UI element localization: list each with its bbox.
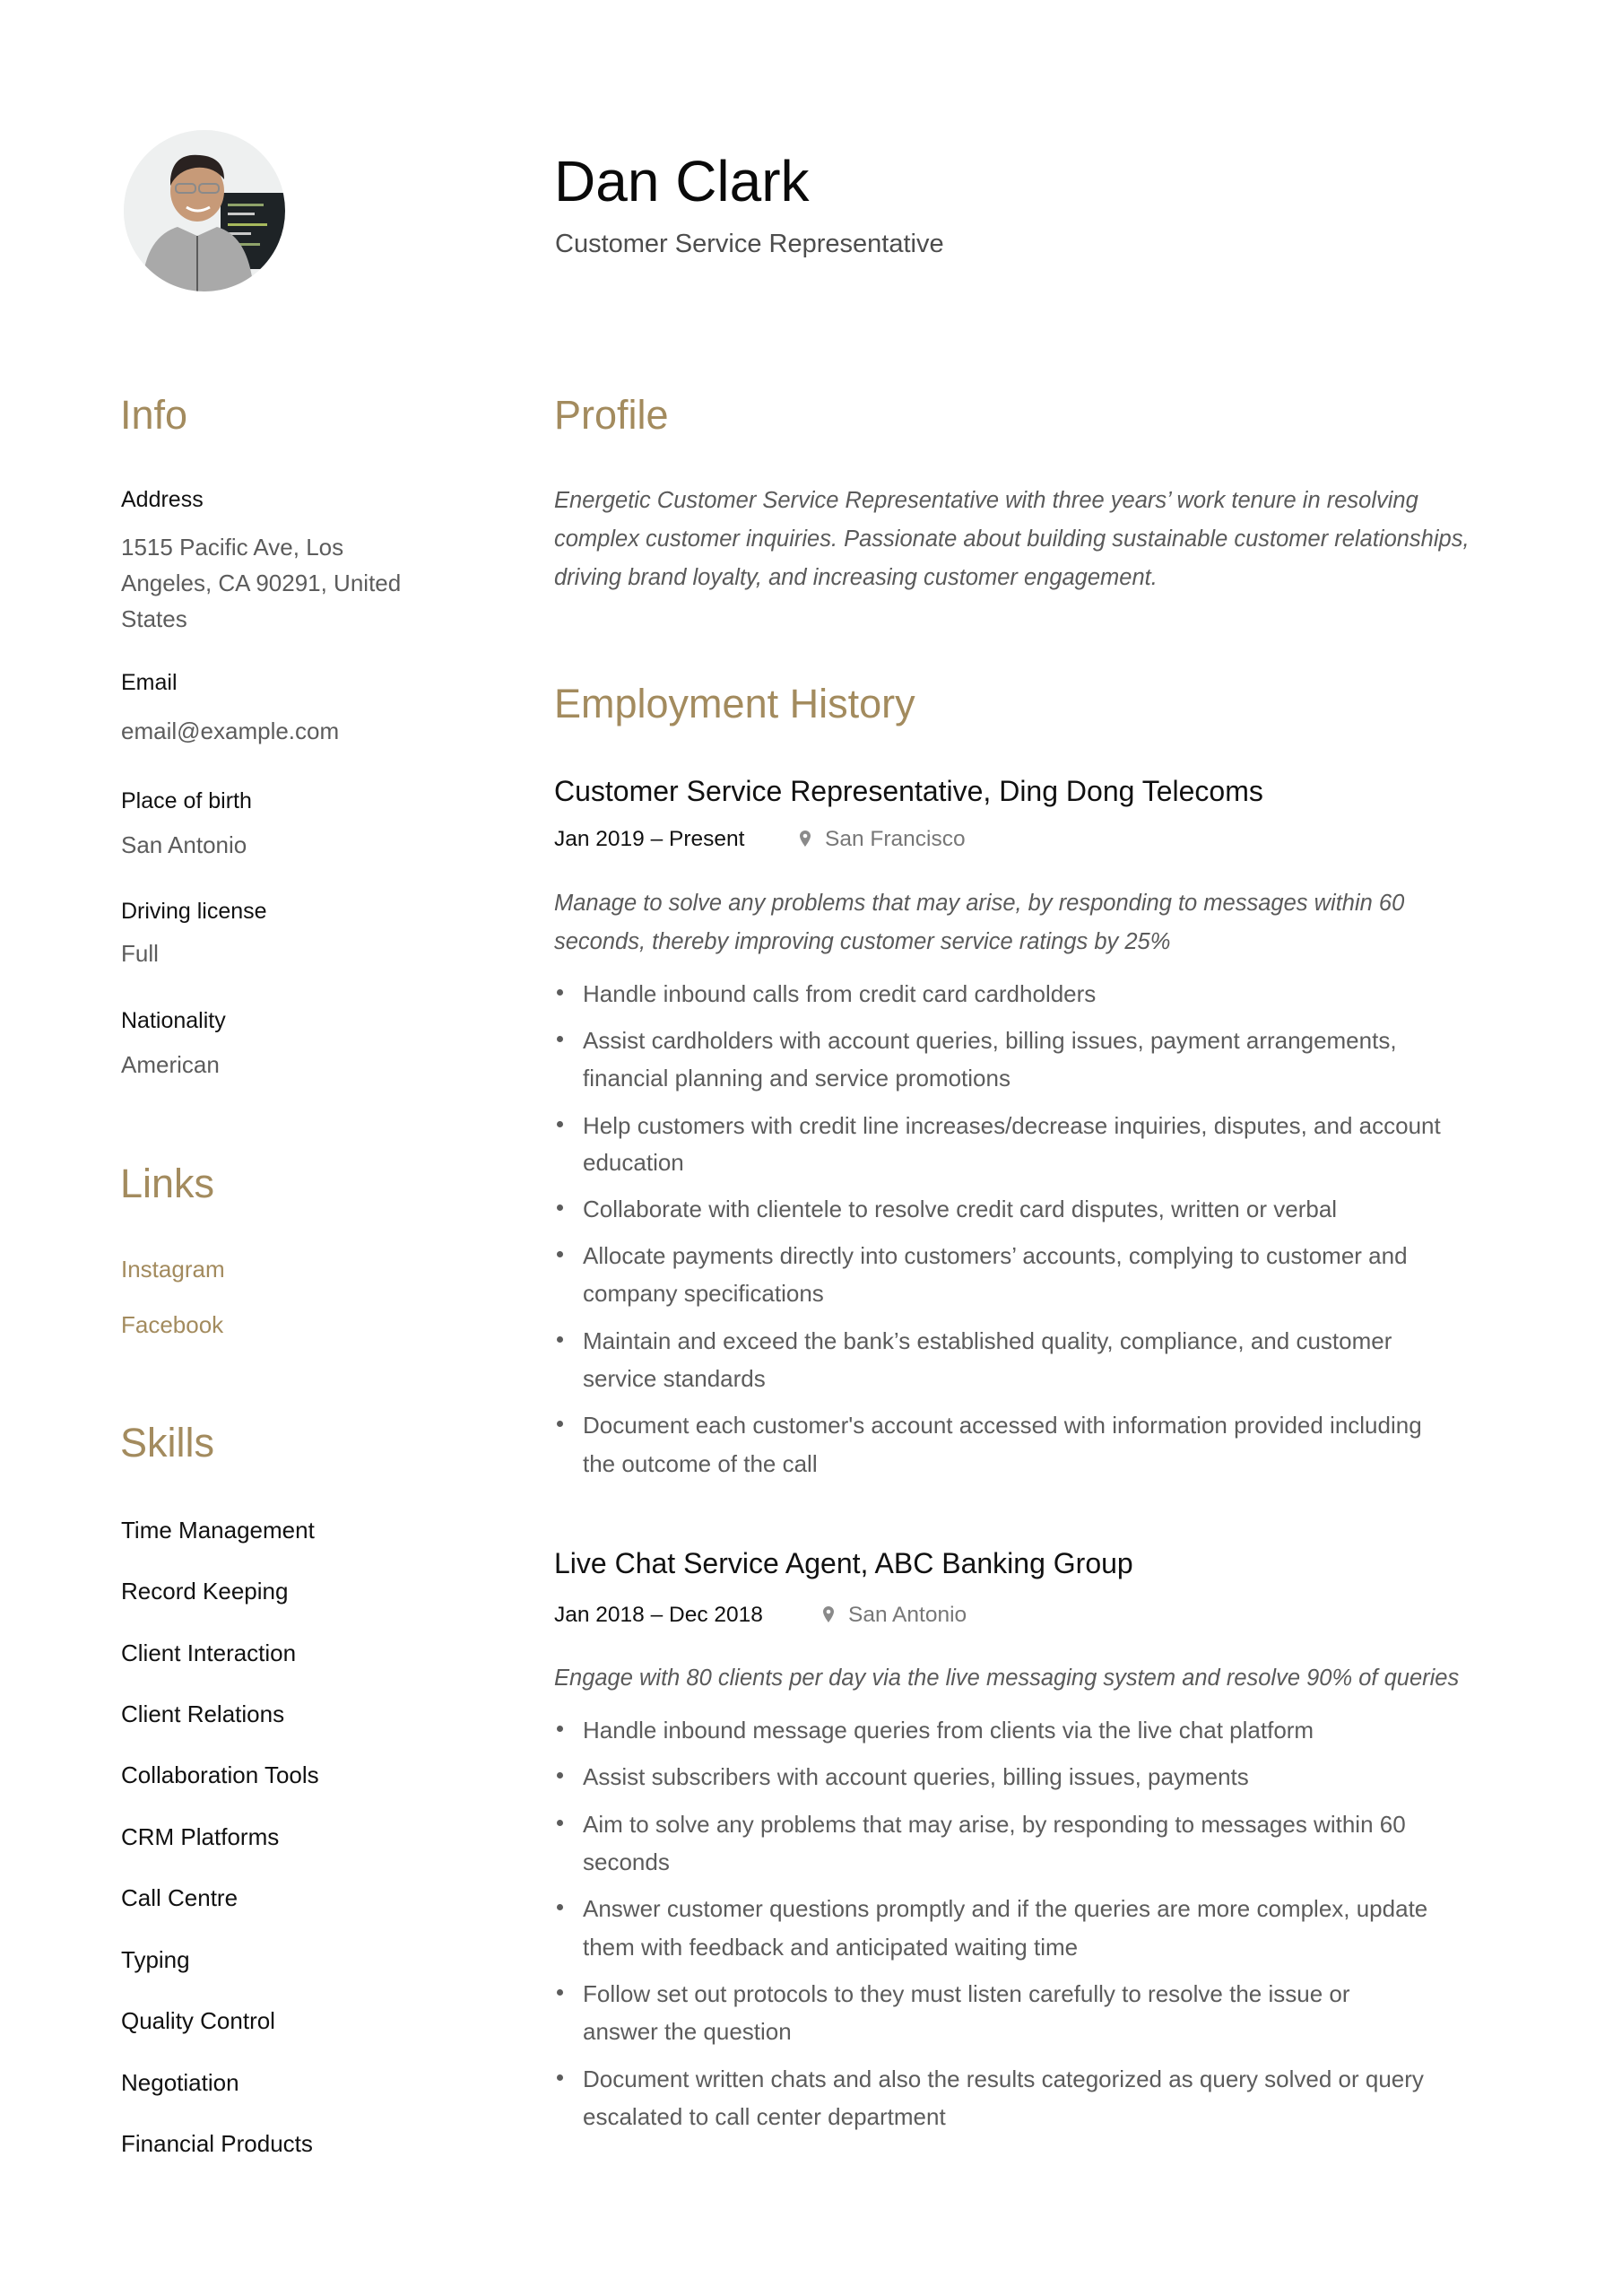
person-photo-icon	[124, 130, 285, 291]
bullet-text: Handle inbound calls from credit card cardholders	[583, 980, 1097, 1007]
bullet-text: education	[583, 1149, 684, 1176]
bullet-dot-icon	[557, 1820, 563, 1826]
skill-item: Record Keeping	[121, 1578, 289, 1605]
bullet-dot-icon	[557, 989, 563, 996]
employment-heading: Employment History	[554, 681, 915, 726]
bullet-dot-icon	[557, 1421, 563, 1427]
job-dates: Jan 2019 – Present	[554, 827, 745, 851]
bullet-dot-icon	[557, 1336, 563, 1343]
skills-heading: Skills	[120, 1420, 215, 1465]
bullet-text: service standards	[583, 1365, 766, 1392]
skill-item: Quality Control	[121, 2007, 275, 2034]
skill-item: Client Relations	[121, 1700, 285, 1727]
job-summary-line: seconds, thereby improving customer service ratings by 25%	[554, 929, 1171, 954]
bullet-dot-icon	[557, 2074, 563, 2081]
job-location: San Francisco	[825, 827, 966, 851]
job-dates: Jan 2018 – Dec 2018	[554, 1603, 763, 1627]
skill-item: CRM Platforms	[121, 1823, 280, 1850]
bullet-text: Maintain and exceed the bank’s established quality, compliance, and customer	[583, 1327, 1392, 1354]
candidate-job-title: Customer Service Representative	[555, 230, 944, 258]
skill-item: Collaboration Tools	[121, 1761, 319, 1788]
bullet-dot-icon	[557, 1904, 563, 1910]
bullet-dot-icon	[557, 1726, 563, 1732]
bullet-text: seconds	[583, 1848, 670, 1875]
bullet-text: Follow set out protocols to they must listen carefully to resolve the issue or	[583, 1980, 1350, 2007]
address-line-3: States	[121, 605, 187, 632]
bullet-text: Assist cardholders with account queries, billing issues, payment arrangements,	[583, 1027, 1397, 1054]
bullet-dot-icon	[557, 1989, 563, 1996]
location-pin-icon	[823, 1606, 834, 1622]
bullet-text: Assist subscribers with account queries, billing issues, payments	[583, 1763, 1249, 1790]
skill-item: Call Centre	[121, 1884, 239, 1911]
birth-label: Place of birth	[121, 788, 252, 813]
bullet-text: financial planning and service promotions	[583, 1065, 1010, 1091]
skill-item: Typing	[121, 1946, 190, 1973]
bullet-text: the outcome of the call	[583, 1450, 818, 1477]
bullet-dot-icon	[557, 1121, 563, 1127]
bullet-text: Allocate payments directly into customers’ accounts, complying to customer and	[583, 1242, 1408, 1269]
bullet-dot-icon	[557, 1205, 563, 1211]
skill-item: Financial Products	[121, 2130, 313, 2157]
profile-line-2: complex customer inquiries. Passionate about building sustainable customer relationships,	[554, 526, 1470, 552]
job-title: Customer Service Representative, Ding Dong Telecoms	[554, 775, 1263, 807]
profile-line-3: driving brand loyalty, and increasing customer engagement.	[554, 565, 1158, 590]
job-location: San Antonio	[848, 1603, 967, 1627]
job-summary-line: Engage with 80 clients per day via the live messaging system and resolve 90% of queries	[554, 1665, 1460, 1691]
nationality-label: Nationality	[121, 1008, 226, 1033]
bullet-dot-icon	[557, 1772, 563, 1779]
license-label: Driving license	[121, 899, 267, 924]
facebook-link[interactable]: Facebook	[121, 1311, 224, 1338]
bullet-text: Answer customer questions promptly and if the queries are more complex, update	[583, 1895, 1428, 1922]
skill-item: Time Management	[121, 1517, 315, 1544]
profile-line-1: Energetic Customer Service Representative with three years’ work tenure in resolving	[554, 488, 1418, 513]
bullet-text: Help customers with credit line increases/decrease inquiries, disputes, and account	[583, 1112, 1441, 1139]
bullet-text: escalated to call center department	[583, 2103, 946, 2130]
bullet-text: Collaborate with clientele to resolve credit card disputes, written or verbal	[583, 1196, 1338, 1222]
email-label: Email	[121, 670, 178, 695]
address-line-2: Angeles, CA 90291, United	[121, 570, 402, 596]
birth-value: San Antonio	[121, 831, 247, 858]
bullet-text: answer the question	[583, 2018, 792, 2045]
profile-heading: Profile	[554, 392, 669, 438]
bullet-text: them with feedback and anticipated waiting time	[583, 1934, 1079, 1961]
location-pin-icon	[800, 831, 811, 847]
nationality-value: American	[121, 1051, 220, 1078]
bullet-text: Aim to solve any problems that may arise, by responding to messages within 60	[583, 1811, 1406, 1838]
bullet-dot-icon	[557, 1251, 563, 1257]
address-label: Address	[121, 487, 204, 512]
candidate-name: Dan Clark	[554, 149, 810, 213]
bullet-text: Document written chats and also the results categorized as query solved or query	[583, 2066, 1424, 2092]
job-summary-line: Manage to solve any problems that may arise, by responding to messages within 60	[554, 891, 1405, 916]
instagram-link[interactable]: Instagram	[121, 1256, 225, 1283]
skill-item: Client Interaction	[121, 1639, 297, 1666]
bullet-text: Handle inbound message queries from clients via the live chat platform	[583, 1717, 1314, 1744]
skill-item: Negotiation	[121, 2069, 239, 2096]
bullet-text: Document each customer's account accessed with information provided including	[583, 1412, 1422, 1439]
links-heading: Links	[120, 1161, 215, 1206]
bullet-dot-icon	[557, 1036, 563, 1042]
avatar	[124, 130, 285, 291]
license-value: Full	[121, 940, 159, 967]
info-heading: Info	[120, 392, 188, 438]
job-title: Live Chat Service Agent, ABC Banking Group	[554, 1547, 1133, 1579]
address-line-1: 1515 Pacific Ave, Los	[121, 534, 344, 561]
bullet-text: company specifications	[583, 1280, 824, 1307]
email-value: email@example.com	[121, 718, 340, 744]
